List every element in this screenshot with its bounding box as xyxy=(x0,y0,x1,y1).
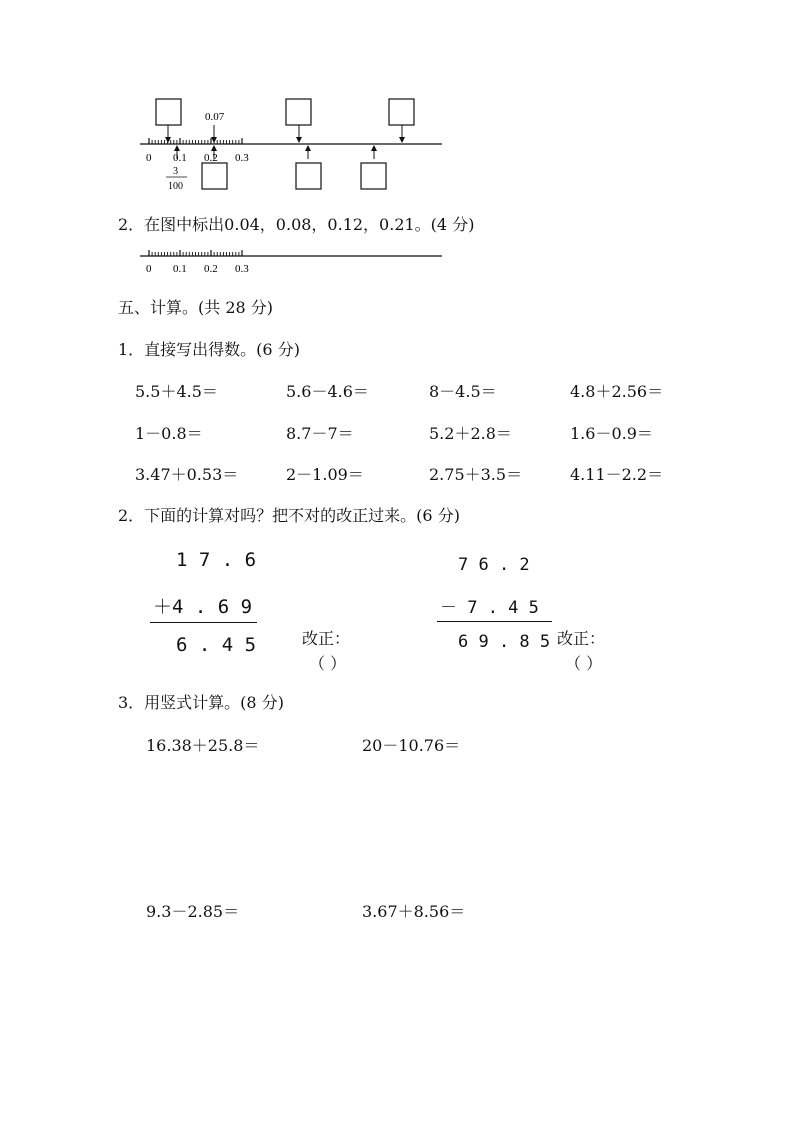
q3-item-3: 9.3－2.85＝ xyxy=(146,902,240,921)
answer-box-bottom-1[interactable] xyxy=(202,163,227,189)
answer-box-top-3[interactable] xyxy=(389,99,414,125)
q3-item-1: 16.38＋25.8＝ xyxy=(146,736,260,755)
q3-title: 3．用竖式计算。(8 分) xyxy=(118,693,284,712)
right-fix-paren[interactable]: （ ） xyxy=(565,654,603,673)
number-line-with-boxes xyxy=(140,95,460,195)
left-fix-paren[interactable]: （ ） xyxy=(309,654,347,673)
number-line-tick-label: 0.3 xyxy=(235,152,249,164)
mental-math-item: 5.2＋2.8＝ xyxy=(429,424,512,443)
left-fix-label: 改正： xyxy=(302,629,351,648)
mental-math-item: 5.5＋4.5＝ xyxy=(135,382,218,401)
q1-title: 1．直接写出得数。(6 分) xyxy=(118,340,300,359)
answer-box-bottom-3[interactable] xyxy=(361,163,386,189)
fraction-numerator: 3 xyxy=(173,166,178,177)
number-line-tick-label: 0.2 xyxy=(204,152,218,164)
number-line-tick-label: 0.3 xyxy=(235,263,249,275)
number-line-tick-label: 0.1 xyxy=(173,263,187,275)
mental-math-item: 2－1.09＝ xyxy=(286,465,364,484)
right-calc-row1: 7 6 . 2 xyxy=(458,555,530,575)
mental-math-item: 8－4.5＝ xyxy=(429,382,497,401)
answer-box-bottom-2[interactable] xyxy=(296,163,321,189)
mental-math-item: 1.6－0.9＝ xyxy=(570,424,653,443)
right-calc-line xyxy=(437,621,552,622)
number-line-tick-label: 0 xyxy=(146,152,152,164)
left-calc-row2: ＋4 . 6 9 xyxy=(153,596,253,618)
mental-math-item: 8.7－7＝ xyxy=(286,424,354,443)
answer-box-top-2[interactable] xyxy=(286,99,311,125)
section-heading-calculation: 五、计算。(共 28 分) xyxy=(118,298,274,317)
q2-title: 2．下面的计算对吗？把不对的改正过来。(6 分) xyxy=(118,506,460,525)
question-mark-points: 2．在图中标出0.04，0.08，0.12，0.21。(4 分) xyxy=(118,215,475,234)
mental-math-item: 5.6－4.6＝ xyxy=(286,382,369,401)
q3-item-4: 3.67＋8.56＝ xyxy=(362,902,466,921)
mental-math-item: 4.11－2.2＝ xyxy=(570,465,664,484)
given-label-0-07: 0.07 xyxy=(205,111,225,123)
mental-math-item: 4.8＋2.56＝ xyxy=(570,382,664,401)
number-line-tick-label: 0 xyxy=(146,263,152,275)
mental-math-item: 1－0.8＝ xyxy=(135,424,203,443)
fraction-denominator: 100 xyxy=(168,181,183,192)
number-line-tick-label: 0.2 xyxy=(204,263,218,275)
left-calc-line xyxy=(150,622,257,623)
left-calc-result: 6 . 4 5 xyxy=(176,634,257,656)
right-calc-row2: － 7 . 4 5 xyxy=(440,598,539,618)
answer-box-top-1[interactable] xyxy=(156,99,181,125)
number-line-tick-label: 0.1 xyxy=(173,152,187,164)
mental-math-item: 2.75＋3.5＝ xyxy=(429,465,523,484)
q3-item-2: 20－10.76＝ xyxy=(362,736,461,755)
number-line-blank[interactable] xyxy=(140,243,460,277)
left-calc-row1: 1 7 . 6 xyxy=(176,549,257,571)
mental-math-item: 3.47＋0.53＝ xyxy=(135,465,239,484)
right-fix-label: 改正： xyxy=(557,629,606,648)
right-calc-result: 6 9 . 8 5 xyxy=(458,632,551,652)
